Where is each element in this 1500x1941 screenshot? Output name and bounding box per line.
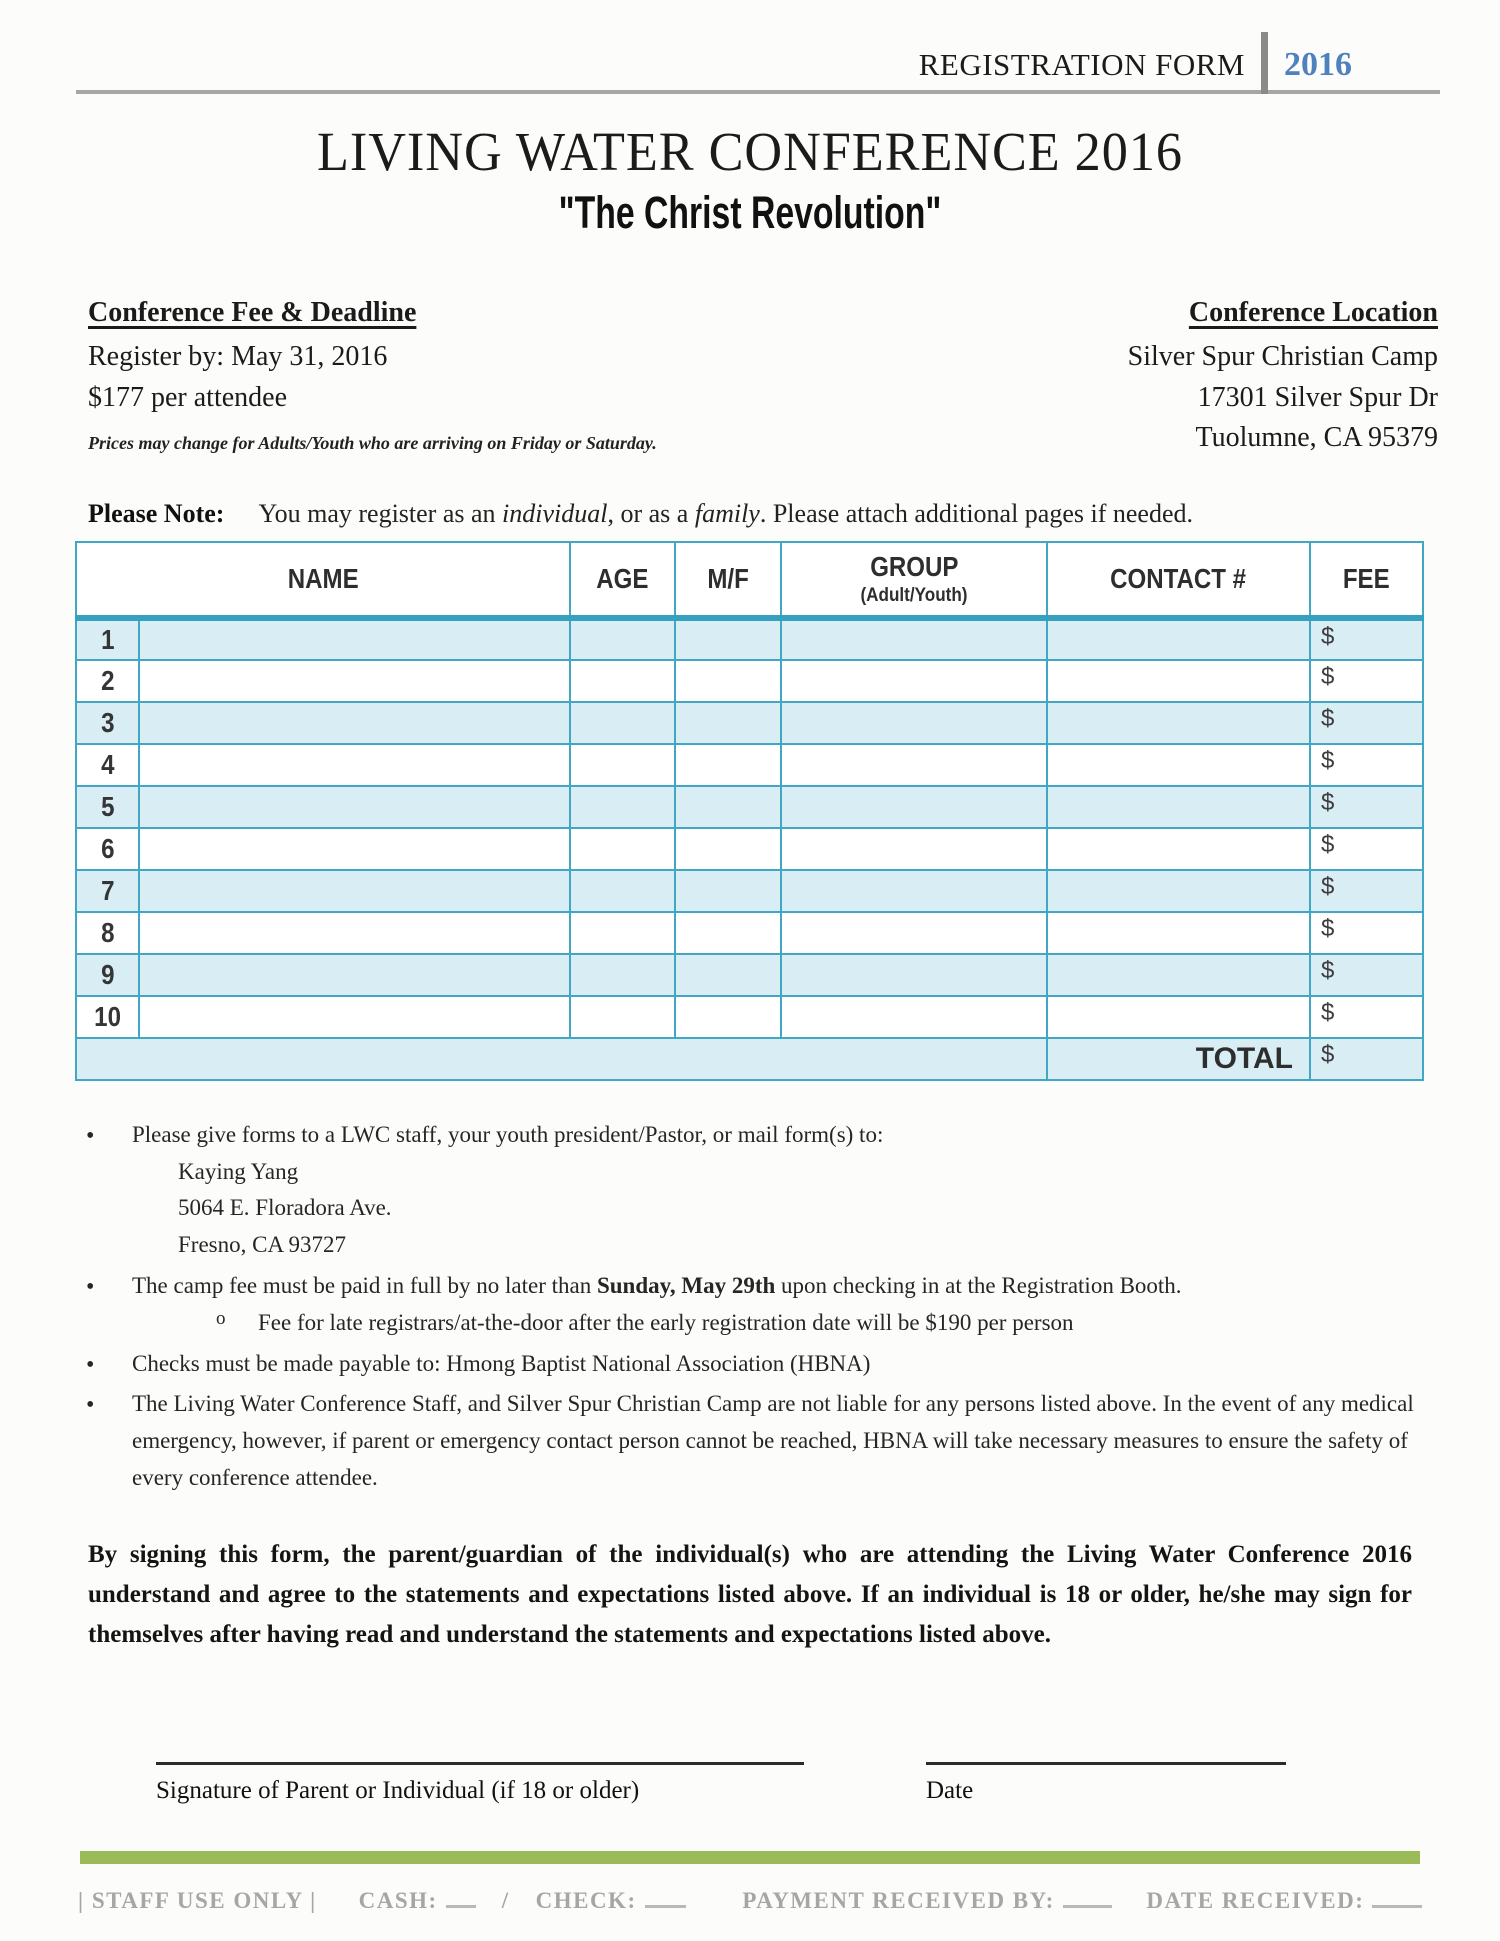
table-row <box>76 870 1423 912</box>
name-cell[interactable] <box>139 702 570 744</box>
name-cell[interactable] <box>139 786 570 828</box>
cash-blank[interactable] <box>446 1890 476 1908</box>
contact-cell[interactable] <box>1047 786 1310 828</box>
slash-separator: / <box>501 1887 510 1913</box>
row-number: 2 <box>76 660 139 702</box>
gender-cell[interactable] <box>675 912 781 954</box>
please-note-italic-individual: individual <box>502 498 608 528</box>
date-line[interactable] <box>926 1741 1286 1765</box>
gender-cell[interactable] <box>675 702 781 744</box>
instruction-item-payment-deadline <box>132 1268 1430 1342</box>
check-label: CHECK: <box>535 1887 637 1913</box>
payment-deadline-part2: upon checking in at the Registration Booth. <box>775 1272 1182 1298</box>
fee-cell[interactable]: $ <box>1310 996 1423 1038</box>
col-header-contact: CONTACT # <box>1047 542 1310 618</box>
please-note-part2: , or as a <box>607 498 695 528</box>
col-header-age: AGE <box>570 542 675 618</box>
instructions-list <box>0 1117 1500 1497</box>
fee-cell[interactable]: $ <box>1310 954 1423 996</box>
col-header-group-sub: (Adult/Youth) <box>860 584 968 606</box>
row-number: 10 <box>76 996 139 1038</box>
payment-received-blank[interactable] <box>1063 1890 1113 1908</box>
location-block <box>1128 297 1438 459</box>
gender-cell[interactable] <box>675 954 781 996</box>
age-cell[interactable] <box>570 828 675 870</box>
fee-cell[interactable]: $ <box>1310 828 1423 870</box>
date-label: Date <box>926 1776 974 1804</box>
table-row <box>76 618 1423 660</box>
cash-label: CASH: <box>358 1887 438 1913</box>
age-cell[interactable] <box>570 744 675 786</box>
instruction-item-liability: • The Living Water Conference Staff, and Silver Spur Christian Camp are not liable for any persons listed above. In the event of any medical emergency, however, if parent or emergency contact person cannot be reached, HBNA will take necessary measures to ensure the safety of every conference attendee. <box>132 1386 1430 1496</box>
row-number: 6 <box>76 828 139 870</box>
signature-block <box>156 1741 804 1805</box>
group-cell[interactable] <box>781 870 1047 912</box>
row-number: 4 <box>76 744 139 786</box>
fee-cell[interactable]: $ <box>1310 786 1423 828</box>
instruction-item-checks: • Checks must be made payable to: Hmong Baptist National Association (HBNA) <box>132 1346 1430 1383</box>
col-header-group: GROUP (Adult/Youth) <box>781 542 1047 618</box>
fee-cell[interactable]: $ <box>1310 912 1423 954</box>
please-note-line <box>0 499 1500 529</box>
name-cell[interactable] <box>139 744 570 786</box>
table-row <box>76 996 1423 1038</box>
table-row <box>76 828 1423 870</box>
footer-accent-bar <box>80 1851 1420 1864</box>
contact-cell[interactable] <box>1047 912 1310 954</box>
row-number: 3 <box>76 702 139 744</box>
mailing-address-street: 5064 E. Floradora Ave. <box>178 1195 392 1221</box>
group-cell[interactable] <box>781 828 1047 870</box>
row-number: 9 <box>76 954 139 996</box>
table-row <box>76 702 1423 744</box>
col-header-name: NAME <box>76 542 570 618</box>
contact-cell[interactable] <box>1047 996 1310 1038</box>
payment-deadline-date: Sunday, May 29th <box>596 1272 776 1298</box>
age-cell[interactable] <box>570 702 675 744</box>
contact-cell[interactable] <box>1047 702 1310 744</box>
contact-cell[interactable] <box>1047 744 1310 786</box>
form-type-label: REGISTRATION FORM <box>918 47 1245 82</box>
please-note-part3: . Please attach additional pages if needed. <box>759 498 1194 528</box>
registration-table <box>75 541 1424 1081</box>
please-note-part1: You may register as an <box>258 498 503 528</box>
register-by-line: Register by: May 31, 2016 <box>88 341 388 372</box>
masthead <box>0 0 1500 88</box>
gender-cell[interactable] <box>675 618 781 660</box>
name-cell[interactable] <box>139 996 570 1038</box>
col-header-gender: M/F <box>675 542 781 618</box>
name-cell[interactable] <box>139 828 570 870</box>
name-cell[interactable] <box>139 870 570 912</box>
instruction-forms-text: Please give forms to a LWC staff, your youth president/Pastor, or mail form(s) to: <box>132 1121 884 1147</box>
conference-title: LIVING WATER CONFERENCE 2016 <box>317 121 1183 182</box>
fee-deadline-block <box>88 297 657 459</box>
date-block <box>926 1741 1286 1805</box>
age-cell[interactable] <box>570 618 675 660</box>
city-line: Tuolumne, CA 95379 <box>1195 422 1438 454</box>
group-cell[interactable] <box>781 744 1047 786</box>
fee-deadline-heading: Conference Fee & Deadline <box>88 297 417 328</box>
mailing-address-name: Kaying Yang <box>178 1158 299 1184</box>
age-cell[interactable] <box>570 996 675 1038</box>
table-row <box>76 660 1423 702</box>
table-row <box>76 912 1423 954</box>
price-line: $177 per attendee <box>88 381 288 413</box>
gender-cell[interactable] <box>675 744 781 786</box>
gender-cell[interactable] <box>675 660 781 702</box>
contact-cell[interactable] <box>1047 954 1310 996</box>
total-row <box>76 1038 1423 1080</box>
location-heading: Conference Location <box>1188 297 1438 328</box>
year-badge: 2016 <box>1284 46 1352 83</box>
instruction-item-forms <box>132 1117 1430 1264</box>
table-row <box>76 954 1423 996</box>
info-section <box>0 297 1500 459</box>
fee-cell[interactable]: $ <box>1310 618 1423 660</box>
group-cell[interactable] <box>781 660 1047 702</box>
mailing-address-city: Fresno, CA 93727 <box>178 1232 347 1258</box>
row-number: 5 <box>76 786 139 828</box>
contact-cell[interactable] <box>1047 870 1310 912</box>
age-cell[interactable] <box>570 660 675 702</box>
staff-use-footer <box>0 1888 1500 1914</box>
group-cell[interactable] <box>781 996 1047 1038</box>
table-row <box>76 744 1423 786</box>
signature-label: Signature of Parent or Individual (if 18 or older) <box>156 1776 640 1804</box>
contact-cell[interactable] <box>1047 618 1310 660</box>
check-blank[interactable] <box>645 1890 687 1908</box>
contact-cell[interactable] <box>1047 660 1310 702</box>
gender-cell[interactable] <box>675 996 781 1038</box>
payment-received-label: PAYMENT RECEIVED BY: <box>742 1887 1055 1913</box>
masthead-divider <box>1261 32 1268 94</box>
contact-cell[interactable] <box>1047 828 1310 870</box>
conference-theme: "The Christ Revolution" <box>558 187 942 238</box>
group-cell[interactable] <box>781 702 1047 744</box>
group-cell[interactable] <box>781 954 1047 996</box>
agreement-paragraph: By signing this form, the parent/guardian of the individual(s) who are attending the Living Water Conference 2016 understand and agree to the statements and expectations listed above. If an individual is 18 or older, he/she may sign for themselves after having read and understand the statements and expectations listed above. <box>88 1540 1412 1648</box>
price-change-note: Prices may change for Adults/Youth who are arriving on Friday or Saturday. <box>88 433 657 454</box>
group-cell[interactable] <box>781 618 1047 660</box>
signature-section <box>0 1741 1500 1805</box>
fee-cell[interactable]: $ <box>1310 702 1423 744</box>
payment-deadline-part1: The camp fee must be paid in full by no later than <box>132 1272 597 1298</box>
late-fee-note: o Fee for late registrars/at-the-door after the early registration date will be $190 per person <box>258 1305 1430 1342</box>
age-cell[interactable] <box>570 954 675 996</box>
signature-line[interactable] <box>156 1741 804 1765</box>
row-number: 1 <box>76 618 139 660</box>
col-header-fee: FEE <box>1310 542 1423 618</box>
row-number: 8 <box>76 912 139 954</box>
total-fee-cell[interactable]: $ <box>1310 1038 1423 1080</box>
fee-cell[interactable]: $ <box>1310 870 1423 912</box>
total-label: TOTAL <box>1047 1038 1310 1080</box>
age-cell[interactable] <box>570 870 675 912</box>
date-received-blank[interactable] <box>1372 1890 1422 1908</box>
age-cell[interactable] <box>570 912 675 954</box>
name-cell[interactable] <box>139 954 570 996</box>
name-cell[interactable] <box>139 912 570 954</box>
gender-cell[interactable] <box>675 786 781 828</box>
gender-cell[interactable] <box>675 828 781 870</box>
group-cell[interactable] <box>781 786 1047 828</box>
table-header-row <box>76 542 1423 618</box>
table-row <box>76 786 1423 828</box>
staff-use-label: | STAFF USE ONLY | <box>78 1887 317 1913</box>
name-cell[interactable] <box>139 618 570 660</box>
please-note-italic-family: family <box>694 498 760 528</box>
fee-cell[interactable]: $ <box>1310 660 1423 702</box>
group-cell[interactable] <box>781 912 1047 954</box>
row-number: 7 <box>76 870 139 912</box>
date-received-label: DATE RECEIVED: <box>1146 1887 1365 1913</box>
street-line: 17301 Silver Spur Dr <box>1197 381 1438 413</box>
gender-cell[interactable] <box>675 870 781 912</box>
total-spacer-cell <box>76 1038 1047 1080</box>
masthead-rule <box>76 90 1440 94</box>
age-cell[interactable] <box>570 786 675 828</box>
please-note-label: Please Note: <box>88 498 225 528</box>
name-cell[interactable] <box>139 660 570 702</box>
fee-cell[interactable]: $ <box>1310 744 1423 786</box>
camp-name-line: Silver Spur Christian Camp <box>1127 341 1438 372</box>
